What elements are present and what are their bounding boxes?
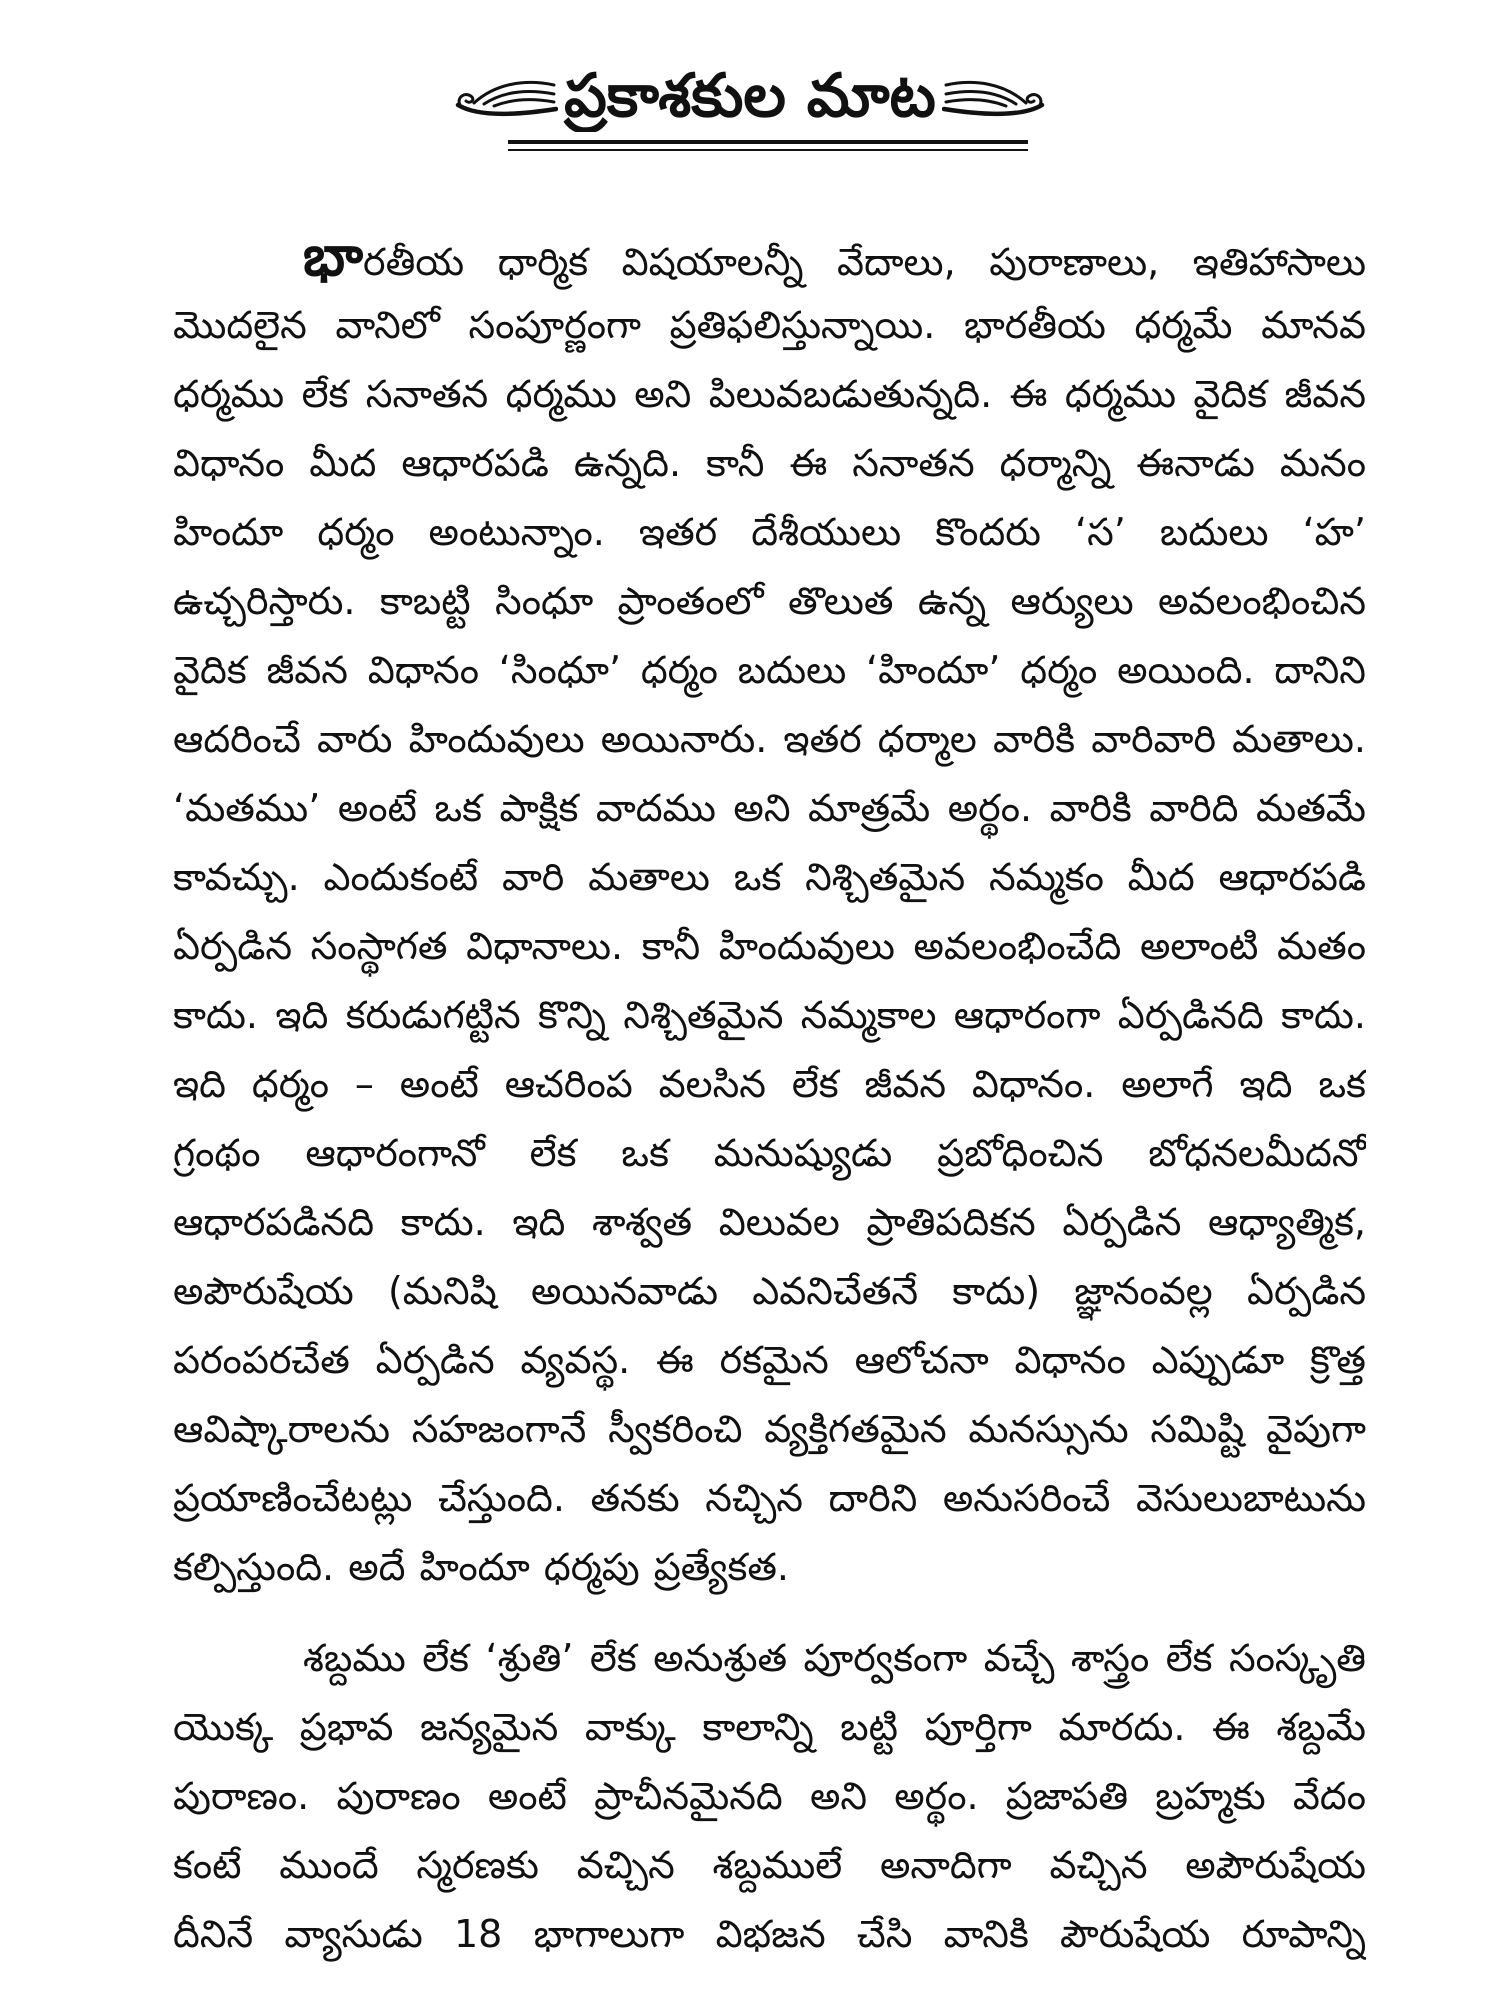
drop-cap: భా <box>303 224 364 289</box>
text-line: కల్పిస్తుంది. అదే హిందూ ధర్మపు ప్రత్యేకత. <box>173 1545 789 1589</box>
page-title: ప్రకాశకుల మాట <box>564 61 936 131</box>
text-line <box>173 222 1366 291</box>
text-line: పురాణం. పురాణం అంటే ప్రాచీనమైనది అని అర్థం. ప్రజాపతి బ్రహ్మకు వేదం <box>173 1774 1366 1818</box>
text-line: కావచ్చు. ఎందుకంటే వారి మతాలు ఒక నిశ్చితమైన నమ్మకం మీద ఆధారపడి <box>173 855 1366 899</box>
text-line: ధర్మము లేక సనాతన ధర్మము అని పిలువబడుతున్నది. ఈ ధర్మము వైదిక జీవన <box>173 372 1366 416</box>
title-underline-thick <box>508 140 1028 144</box>
text-line: ఆదరించే వారు హిందువులు అయినారు. ఇతర ధర్మాల వారికి వారివారి మతాలు. <box>173 717 1366 761</box>
text-line: ప్రయాణించేటట్లు చేస్తుంది. తనకు నచ్చిన దారిని అనుసరించే వెసులుబాటును <box>173 1476 1366 1520</box>
paragraph-1 <box>173 222 1366 1602</box>
text-line: హిందూ ధర్మం అంటున్నాం. ఇతర దేశీయులు కొందరు ‘స’ బదులు ‘హ’ <box>173 510 1366 554</box>
text-line: ఆధారపడినది కాదు. ఇది శాశ్వత విలువల ప్రాతిపదికన ఏర్పడిన ఆధ్యాత్మిక, <box>173 1200 1366 1244</box>
left-flourish-icon <box>454 73 558 119</box>
text-line: ఆవిష్కారాలను సహజంగానే స్వీకరించి వ్యక్తిగతమైన మనస్సును సమిష్టి వైపుగా <box>173 1407 1366 1451</box>
text-line: దీనినే వ్యాసుడు 18 భాగాలుగా విభజన చేసి వానికి పౌరుషేయ రూపాన్ని <box>173 1912 1366 1956</box>
text-line: యొక్క ప్రభావ జన్యమైన వాక్కు కాలాన్ని బట్టి పూర్తిగా మారదు. ఈ శబ్దమే <box>173 1705 1366 1749</box>
text-line: వైదిక జీవన విధానం ‘సింధూ’ ధర్మం బదులు ‘హిందూ’ ధర్మం అయింది. దానిని <box>173 648 1366 692</box>
text-line: కంటే ముందే స్మరణకు వచ్చిన శబ్దములే అనాదిగా వచ్చిన అపౌరుషేయ <box>173 1843 1366 1887</box>
text-line: అపౌరుషేయ (మనిషి అయినవాడు ఎవనిచేతనే కాదు) జ్ఞానంవల్ల ఏర్పడిన <box>173 1269 1366 1313</box>
text-line: ఉచ్చరిస్తారు. కాబట్టి సింధూ ప్రాంతంలో తొలుత ఉన్న ఆర్యులు అవలంభించిన <box>173 579 1366 623</box>
text-line: విధానం మీద ఆధారపడి ఉన్నది. కానీ ఈ సనాతన ధర్మాన్ని ఈనాడు మనం <box>173 441 1366 485</box>
title-block <box>0 60 1500 132</box>
text-line: కాదు. ఇది కరుడుగట్టిన కొన్ని నిశ్చితమైన నమ్మకాల ఆధారంగా ఏర్పడినది కాదు. <box>173 993 1366 1037</box>
text-line: ఇది ధర్మం – అంటే ఆచరింప వలసిన లేక జీవన విధానం. అలాగే ఇది ఒక <box>173 1062 1366 1106</box>
text-line: మొదలైన వానిలో సంపూర్ణంగా ప్రతిఫలిస్తున్నాయి. భారతీయ ధర్మమే మానవ <box>173 303 1366 347</box>
text-line-rest: రతీయ ధార్మిక విషయాలన్నీ వేదాలు, పురాణాలు, ఇతిహాసాలు <box>363 240 1366 284</box>
right-flourish-icon <box>942 73 1046 119</box>
text-line: శబ్దము లేక ‘శ్రుతి’ లేక అనుశ్రుత పూర్వకంగా వచ్చే శాస్త్రం లేక సంస్కృతి <box>303 1636 1366 1680</box>
text-line: గ్రంథం ఆధారంగానో లేక ఒక మనుష్యుడు ప్రబోధించిన బోధనలమీదనో <box>173 1131 1366 1175</box>
text-line: పరంపరచేత ఏర్పడిన వ్యవస్థ. ఈ రకమైన ఆలోచనా విధానం ఎప్పుడూ క్రొత్త <box>173 1338 1366 1382</box>
body-text <box>173 222 1366 1969</box>
text-line: ‘మతము’ అంటే ఒక పాక్షిక వాదము అని మాత్రమే అర్థం. వారికి వారిది మతమే <box>173 786 1366 830</box>
title-underline-thin <box>508 149 1028 151</box>
text-line: ఏర్పడిన సంస్థాగత విధానాలు. కానీ హిందువులు అవలంభించేది అలాంటి మతం <box>173 924 1366 968</box>
paragraph-2 <box>173 1624 1366 1969</box>
